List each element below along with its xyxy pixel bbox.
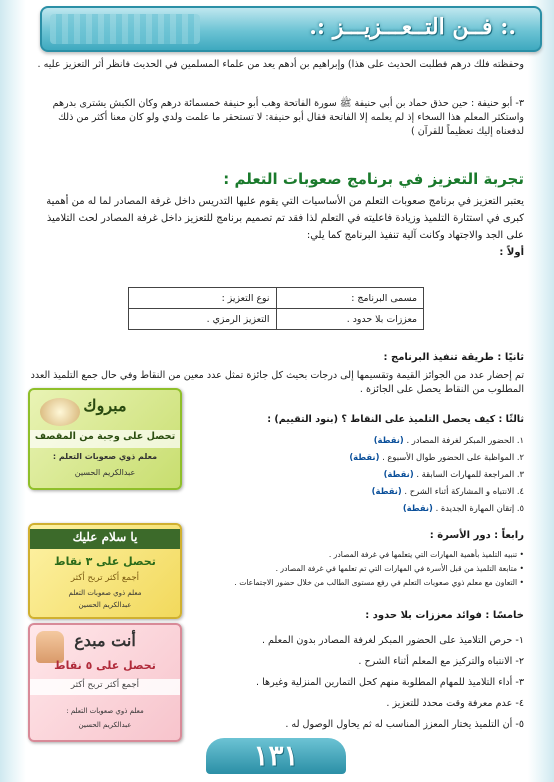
list-item: ٣. المراجعة للمهارات السابقة . (نقطة) bbox=[383, 469, 524, 479]
card-main: تحصل على وجبة من المقصف bbox=[34, 431, 176, 442]
intro-paragraph-1: وحفظته فلك درهم فطلبت الحديث على هذا) وإبراهيم بن أدهم يعد من علماء المسلمين في الحديث فانظر أثر التعزيز عليه . bbox=[37, 59, 524, 70]
second-title: ثانيًا : طريقة تنفيذ البرنامج : bbox=[383, 352, 524, 363]
card-headline: أنت مبدع bbox=[74, 631, 136, 650]
benefits-list bbox=[194, 630, 524, 735]
program-table bbox=[128, 287, 424, 330]
table-cell: نوع التعزيز : bbox=[129, 288, 277, 309]
card-headline: مبروك bbox=[83, 396, 127, 415]
list-item: • التعاون مع معلم ذوي صعوبات التعلم في رفع مستوى الطالب من خلال حضور الاجتماعات . bbox=[234, 578, 524, 587]
food-image bbox=[40, 398, 80, 426]
list-item: ١- حرص التلاميذ على الحضور المبكر لغرفة المصادر بدون المعلم . bbox=[261, 635, 524, 646]
page-title: .: فــن التــعـــزيـــز :. bbox=[309, 14, 516, 40]
reward-card-meal bbox=[28, 388, 182, 490]
fourth-title: رابعاً : دور الأسرة : bbox=[429, 530, 524, 541]
card-teacher: معلم ذوي صعوبات التعلم : bbox=[52, 452, 158, 461]
list-item: ٢- الانتباه والتركيز مع المعلم أثناء الشرح . bbox=[358, 656, 524, 667]
table-cell: معززات بلا حدود . bbox=[276, 309, 424, 330]
section-paragraph: يعتبر التعزيز في برنامج صعوبات التعلم من الأساسيات التي يقوم عليها التدريس داخل غرفة المصادر لما له من أهمية كبرى في استثارة التلميذ وزيادة فاعليته في التعلم لذا فقد تم تصميم برنامج للتعزيز داخل غرفة المصادر لحث التلاميذ على الجد والاجتهاد وكانت آلية تنفيذ البرنامج كما يلي: bbox=[46, 196, 524, 241]
page-number: ١٣١ bbox=[253, 739, 299, 772]
card-name: عبدالكريم الحسين bbox=[78, 601, 132, 609]
page-number-badge bbox=[206, 738, 346, 774]
card-name: عبدالكريم الحسين bbox=[74, 468, 136, 477]
list-item: ٤. الانتباه و المشاركة أثناء الشرح . (نقطة) bbox=[371, 486, 524, 496]
list-item: ٢. المواظبة على الحضور طوال الأسبوع . (نقطة) bbox=[349, 452, 524, 462]
section-title: تجربة التعزيز في برنامج صعوبات التعلم : bbox=[223, 170, 524, 188]
family-list bbox=[184, 548, 524, 590]
list-item: ٥. إتقان المهارة الجديدة . (نقطة) bbox=[402, 503, 524, 513]
second-paragraph: تم إحضار عدد من الجوائز القيمة وتقسيمها إلى درجات بحيث كل جائزة تمثل عدد معين من النقاط وفي حال جمع التلميذ العدد المطلوب من النقاط يحصل على الجائزة . bbox=[30, 370, 524, 395]
table-cell: مسمى البرنامج : bbox=[276, 288, 424, 309]
table-cell: التعزيز الرمزي . bbox=[129, 309, 277, 330]
card-headline: يا سلام عليك bbox=[72, 530, 138, 544]
table-row bbox=[129, 288, 424, 309]
points-list bbox=[264, 434, 524, 515]
card-main: تحصل على ٥ نقاط bbox=[54, 659, 156, 672]
third-title: ثالثًا : كيف يحصل التلميذ على النقاط ؟ (بنود التقييم) : bbox=[267, 414, 524, 425]
table-row bbox=[129, 309, 424, 330]
list-item: ٣- أداء التلاميذ للمهام المطلوبة منهم كحل التمارين المنزلية وغيرها . bbox=[256, 677, 524, 688]
list-item: • متابعة التلميذ من قبل الأسرة في المهارات التي تم تعلمها في غرفة المصادر . bbox=[275, 564, 524, 573]
card-teacher: معلم ذوي صعوبات التعلم : bbox=[66, 707, 144, 715]
card-main: تحصل على ٣ نقاط bbox=[54, 555, 156, 568]
card-slogan: أجمع أكثر تربح أكثر bbox=[70, 573, 140, 583]
header-banner bbox=[40, 6, 542, 52]
reward-card-3-points bbox=[28, 523, 182, 619]
list-item: ٤- عدم معرفة وقت محدد للتعزيز . bbox=[386, 698, 524, 709]
card-teacher: معلم ذوي صعوبات التعلم bbox=[68, 589, 142, 597]
reward-card-5-points bbox=[28, 623, 182, 742]
header-decoration bbox=[50, 14, 200, 44]
list-item: • تنبيه التلميذ بأهمية المهارات التي يتعلمها في غرفة المصادر . bbox=[328, 550, 524, 559]
list-item: ٥- أن التلميذ يختار المعزز المناسب له ثم يحاول الوصول له . bbox=[285, 719, 524, 730]
card-slogan: أجمع أكثر تربح أكثر bbox=[70, 680, 140, 690]
fifth-title: خامسًا : فوائد معززات بلا حدود : bbox=[365, 610, 524, 621]
list-item: ١. الحضور المبكر لغرفة المصادر . (نقطة) bbox=[373, 435, 524, 445]
intro-paragraph-2: ٣- أبو حنيفة : حين حذق حماد بن أبي حنيفة ﷺ سورة الفاتحة وهب أبو حنيفة خمسمائة درهم وكان الكبش يشترى بدرهم واستكثر المعلم هذا السخاء إذ لم يعلمه إلا الفاتحة فقال أبو حنيفة: لا تستحقر ما علمت ولدي ولو كان معنا أكثر من ذلك لدفعناه إليك تعظيماً للقرآن ) bbox=[52, 98, 524, 137]
card-name: عبدالكريم الحسين bbox=[78, 721, 132, 729]
first-label: أولاً : bbox=[499, 247, 524, 258]
